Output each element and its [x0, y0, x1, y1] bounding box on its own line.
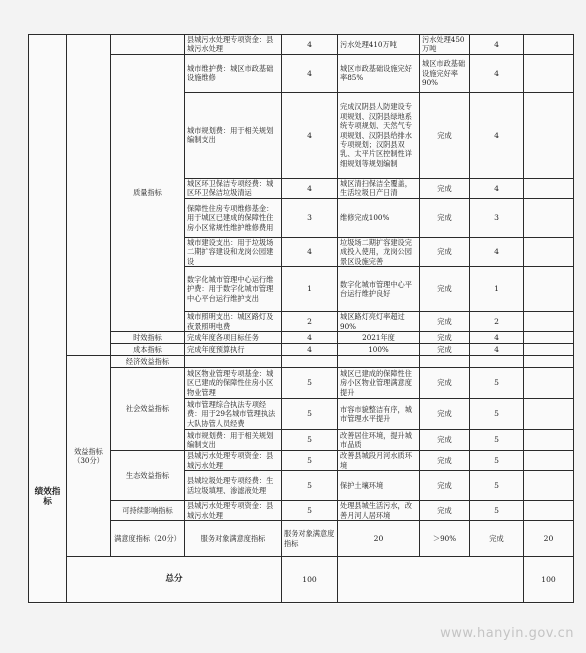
actual-cell: 完成 — [420, 178, 470, 198]
note-cell — [524, 451, 574, 471]
score-cell: 5 — [470, 471, 524, 501]
item-cell: 县城污水处理专项资金：县城污水处理 — [185, 35, 282, 55]
item-cell: 城区环卫保洁专项经费：城区环卫保洁垃圾清运 — [185, 178, 282, 198]
social-category-cell: 社会效益指标 — [111, 368, 185, 451]
target-cell: 城区已建成的保障性住房小区物业管理满意度提升 — [338, 368, 420, 399]
score-cell: 4 — [470, 237, 524, 266]
item-cell: 县城垃圾处理专项经费：生活垃圾填埋、渗滤液处理 — [185, 471, 282, 501]
weight-cell: 4 — [282, 332, 338, 344]
item-cell: 保障性住房专项维修基金：用于城区已建成的保障性住房小区常规性维护维修费用 — [185, 198, 282, 237]
table-row — [29, 501, 574, 521]
score-cell: 4 — [470, 92, 524, 178]
ecological-category-cell: 生态效益指标 — [111, 451, 185, 501]
weight-cell: 5 — [282, 501, 338, 521]
note-cell — [524, 368, 574, 399]
target-cell: 城区清扫保洁全覆盖，生活垃圾日产日清 — [338, 178, 420, 198]
item-cell: 数字化城市管理中心运行维护费：用于数字化城市管理中心平台运行维护支出 — [185, 267, 282, 312]
note-cell — [524, 501, 574, 521]
target-cell: 垃圾场二期扩容建设完成投入使用，龙岗公园景区设施完善 — [338, 237, 420, 266]
weight-cell: 4 — [282, 92, 338, 178]
score-cell: 4 — [470, 35, 524, 55]
total-score-1: 100 — [282, 557, 338, 603]
weight-cell: 5 — [282, 430, 338, 451]
score-cell: 5 — [470, 368, 524, 399]
note-cell — [524, 344, 574, 356]
score-cell: 5 — [470, 451, 524, 471]
actual-cell: 完成 — [420, 399, 470, 430]
score-cell — [470, 356, 524, 368]
note-cell — [524, 332, 574, 344]
target-cell: 100% — [338, 344, 420, 356]
actual-cell: 完成 — [420, 312, 470, 332]
item-cell: 城区物业管理专项基金：城区已建成的保障性住房小区物业管理 — [185, 368, 282, 399]
item-cell: 城市建设支出：用于垃圾场二期扩容建设和龙岗公园建设 — [185, 237, 282, 266]
weight-cell: 2 — [282, 312, 338, 332]
score-cell: 4 — [470, 332, 524, 344]
actual-cell: 完成 — [420, 501, 470, 521]
target-cell: ＞90% — [420, 521, 470, 557]
item-cell: 完成年度各项目标任务 — [185, 332, 282, 344]
table-row — [29, 344, 574, 356]
table-row — [29, 521, 574, 557]
economic-category-cell: 经济效益指标 — [111, 356, 185, 368]
weight-cell — [282, 356, 338, 368]
score-cell: 2 — [470, 312, 524, 332]
weight-cell: 3 — [282, 198, 338, 237]
actual-cell: 完成 — [420, 332, 470, 344]
performance-table — [28, 34, 574, 603]
target-cell: 完成汉阴县人防建设专项规划、汉阴县绿地系统专项规划、天然气专项规划、汉阴县给排水专项规划；汉阴县双乳、太平片区控制性详细规划等规划编制 — [338, 92, 420, 178]
item-cell: 城市维护费：城区市政基础设施维修 — [185, 54, 282, 92]
cost-category-cell: 成本指标 — [111, 344, 185, 356]
target-cell: 处理县城生活污水，改善月河人居环境 — [338, 501, 420, 521]
score-cell: 5 — [470, 399, 524, 430]
satisfaction-subcategory-cell: 服务对象满意度指标 — [185, 521, 282, 557]
actual-cell: 完成 — [420, 451, 470, 471]
output-category-cell — [67, 35, 111, 356]
target-cell — [338, 356, 420, 368]
target-cell: 维修完成100% — [338, 198, 420, 237]
weight-cell: 4 — [282, 35, 338, 55]
actual-cell: 完成 — [420, 237, 470, 266]
item-cell: 服务对象满意度指标 — [282, 521, 338, 557]
target-cell: 保护土壤环境 — [338, 471, 420, 501]
target-cell: 改善县城段月河水质环境 — [338, 451, 420, 471]
table-row — [29, 451, 574, 471]
target-cell: 城区路灯亮灯率超过90% — [338, 312, 420, 332]
target-cell: 改善居住环境，提升城市品质 — [338, 430, 420, 451]
note-cell — [524, 198, 574, 237]
weight-cell: 5 — [282, 451, 338, 471]
score-cell: 1 — [470, 267, 524, 312]
actual-cell: 完成 — [470, 521, 524, 557]
watermark: www.hanyin.gov.cn — [440, 626, 574, 641]
note-cell — [524, 356, 574, 368]
target-cell: 城区市政基础设施完好率85% — [338, 54, 420, 92]
item-cell — [185, 356, 282, 368]
total-spacer — [338, 557, 524, 603]
total-score-2: 100 — [524, 557, 574, 603]
weight-cell: 5 — [282, 368, 338, 399]
actual-cell: 完成 — [420, 198, 470, 237]
total-label: 总分 — [67, 557, 282, 603]
score-cell: 5 — [470, 430, 524, 451]
timeliness-category-cell: 时效指标 — [111, 332, 185, 344]
actual-cell: 完成 — [420, 368, 470, 399]
weight-cell: 5 — [282, 471, 338, 501]
actual-cell: 完成 — [420, 344, 470, 356]
target-cell: 2021年度 — [338, 332, 420, 344]
item-cell: 城市规划费：用于相关规划编制支出 — [185, 430, 282, 451]
weight-cell: 5 — [282, 399, 338, 430]
score-cell: 3 — [470, 198, 524, 237]
table-row — [29, 368, 574, 399]
actual-cell — [420, 356, 470, 368]
note-cell — [524, 312, 574, 332]
category-cell — [111, 35, 185, 55]
actual-cell: 完成 — [420, 92, 470, 178]
weight-cell: 4 — [282, 54, 338, 92]
item-cell: 城市规划费：用于相关规划编制支出 — [185, 92, 282, 178]
score-cell: 4 — [470, 344, 524, 356]
weight-cell: 4 — [282, 344, 338, 356]
total-row — [29, 557, 574, 603]
note-cell — [524, 471, 574, 501]
score-cell: 4 — [470, 54, 524, 92]
performance-category-cell: 绩效指标 — [29, 35, 67, 603]
item-cell: 县城污水处理专项资金：县城污水处理 — [185, 501, 282, 521]
actual-cell: 城区市政基础设施完好率90% — [420, 54, 470, 92]
item-cell: 县城污水处理专项资金：县城污水处理 — [185, 451, 282, 471]
target-cell: 污水处理410万吨 — [338, 35, 420, 55]
item-cell: 城市管理综合执法专项经费：用于29名城市管理执法大队协管人员经费 — [185, 399, 282, 430]
note-cell — [524, 35, 574, 55]
satisfaction-category-cell: 满意度指标（20分） — [111, 521, 185, 557]
score-cell: 4 — [470, 178, 524, 198]
note-cell — [524, 399, 574, 430]
table-row — [29, 332, 574, 344]
note-cell — [524, 92, 574, 178]
note-cell — [524, 237, 574, 266]
score-cell: 20 — [524, 521, 574, 557]
sustainable-category-cell: 可持续影响指标 — [111, 501, 185, 521]
actual-cell: 完成 — [420, 430, 470, 451]
note-cell — [524, 430, 574, 451]
table-row — [29, 35, 574, 55]
note-cell — [524, 267, 574, 312]
target-cell: 数字化城市管理中心平台运行维护良好 — [338, 267, 420, 312]
benefit-category-cell: 效益指标（30分） — [67, 356, 111, 557]
quality-category-cell: 质量指标 — [111, 54, 185, 331]
target-cell: 市容市貌整洁有序，城市管理水平提升 — [338, 399, 420, 430]
note-cell — [524, 54, 574, 92]
weight-cell: 4 — [282, 237, 338, 266]
weight-cell: 1 — [282, 267, 338, 312]
item-cell: 城市照明支出：城区路灯及夜景照明电费 — [185, 312, 282, 332]
weight-cell: 4 — [282, 178, 338, 198]
table-row — [29, 356, 574, 368]
actual-cell: 完成 — [420, 267, 470, 312]
actual-cell: 污水处理450万吨 — [420, 35, 470, 55]
weight-cell: 20 — [338, 521, 420, 557]
note-cell — [524, 178, 574, 198]
score-cell: 5 — [470, 501, 524, 521]
table-row — [29, 54, 574, 92]
item-cell: 完成年度预算执行 — [185, 344, 282, 356]
actual-cell: 完成 — [420, 471, 470, 501]
